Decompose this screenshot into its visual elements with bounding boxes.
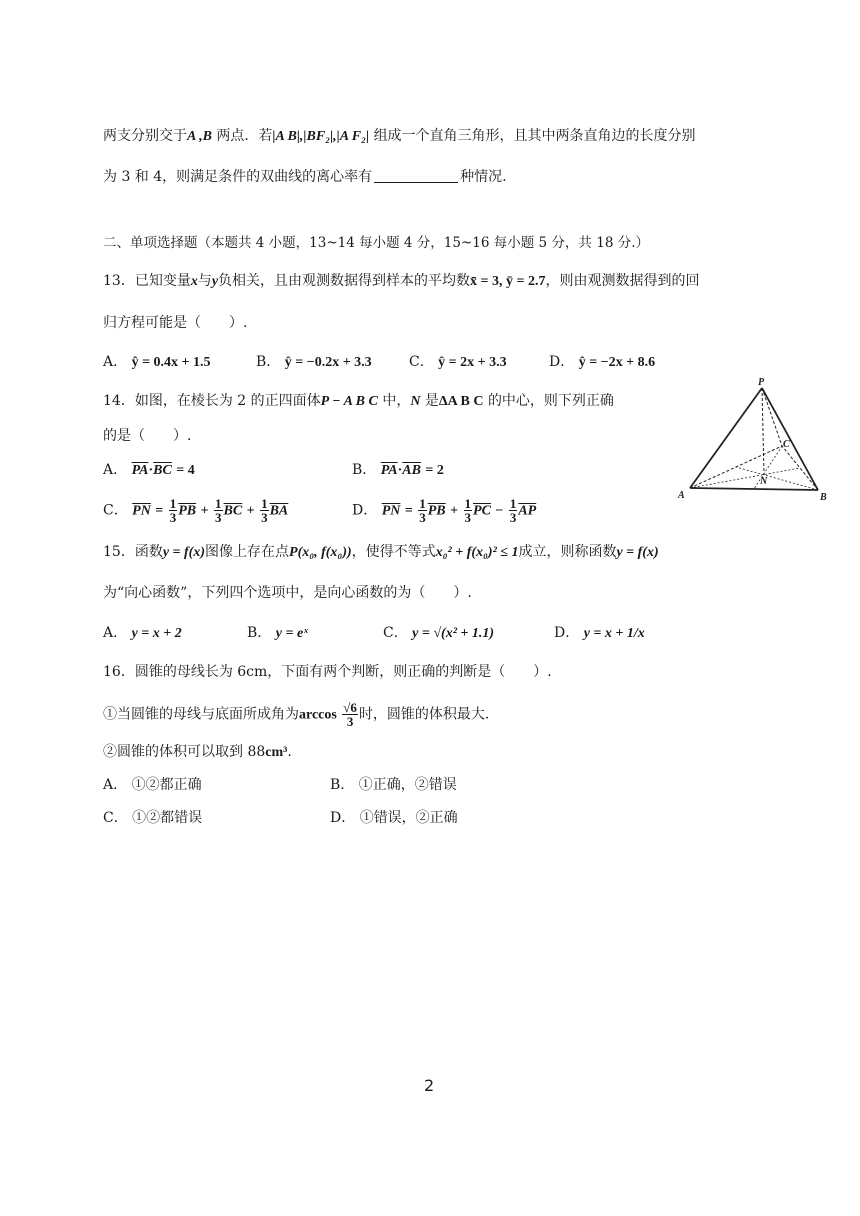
option-expr: ŷ = 2x + 3.3 — [438, 355, 507, 370]
q13-text-d: ，则由观测数据得到的回 — [545, 273, 700, 289]
point-n: N — [410, 394, 421, 409]
q12-text-b: 两点．若 — [216, 128, 273, 144]
vector-pa: $\overline{PA}$ — [131, 463, 149, 478]
q16-option-d[interactable] — [330, 808, 458, 828]
option-expr: ŷ = −0.2x + 3.3 — [284, 355, 372, 370]
q12-abs-values: |A B|,|BF₂|,|A F₂| — [272, 129, 370, 144]
q12-line2 — [103, 167, 507, 187]
option-text: ①②都正确 — [131, 777, 202, 793]
fraction-num: √6 — [343, 700, 357, 715]
q14-text-d: 的中心，则下列正确 — [487, 393, 614, 409]
sample-means: x̄ = 3, ȳ = 2.7 — [470, 274, 546, 289]
answer-blank[interactable] — [374, 168, 458, 183]
option-rhs: = 4 — [176, 463, 195, 478]
label-a: A — [678, 490, 685, 501]
j1-text-b: 时，圆锥的体积最大. — [358, 706, 490, 723]
option-text: ①错误，②正确 — [359, 810, 458, 826]
q16-option-c[interactable] — [103, 808, 202, 828]
option-rhs: = 2 — [425, 463, 444, 478]
option-label: A． — [103, 777, 128, 793]
q13-text-b: 与 — [197, 273, 212, 289]
vector-pa: $\overline{PA}$ — [380, 463, 398, 478]
q13-option-d[interactable] — [549, 352, 655, 373]
q14-option-c[interactable]: C． $\overline{PN}$ = $\frac{1}{3}$ $\overline{PB}$ + $\frac{1}{3}$ $\overline{BC}$ + $\frac{1}{3}$ $\overline{BA}$ — [103, 496, 289, 525]
option-expr: ŷ = −2x + 8.6 — [578, 355, 656, 370]
q15-option-a[interactable] — [103, 623, 182, 644]
q14-stem-line2: 的是（ ）. — [103, 428, 192, 444]
q16-judgement-1 — [103, 701, 489, 728]
q13-stem-line2: 归方程可能是（ ）. — [103, 315, 248, 331]
option-label: A． — [103, 462, 128, 478]
q16-option-b[interactable] — [330, 775, 457, 795]
option-label: A． — [103, 625, 128, 641]
q13-option-a[interactable] — [103, 352, 211, 373]
option-label: C． — [383, 625, 408, 641]
segment-pn — [762, 388, 764, 475]
var-y: y — [211, 274, 219, 289]
q15-text-c: ，使得不等式 — [351, 544, 436, 560]
label-b: B — [820, 492, 827, 503]
option-label: D． — [330, 810, 356, 826]
j2-text-b: . — [287, 744, 292, 760]
q13-option-c[interactable] — [409, 352, 507, 373]
q13-option-b[interactable] — [256, 352, 372, 373]
q12-text-d: 为 3 和 4，则满足条件的双曲线的离心率有 — [103, 169, 373, 185]
tetrahedron-figure — [672, 374, 832, 506]
option-label: A． — [103, 354, 128, 370]
q14-stem-line1 — [103, 391, 614, 412]
q15-option-b[interactable] — [247, 623, 308, 644]
q15-stem-line1 — [103, 542, 659, 563]
q14-option-b[interactable]: B． $\overline{PA}\cdot\overline{AB} = 2$ — [352, 462, 444, 478]
q15-stem-line2: 为“向心函数”，下列四个选项中，是向心函数的为（ ）. — [103, 585, 472, 601]
option-label: B． — [247, 625, 272, 641]
q15-option-c[interactable] — [383, 623, 494, 644]
j1-text-a: ①当圆锥的母线与底面所成角为 — [103, 706, 299, 723]
q12-points: A ,B — [187, 129, 212, 144]
option-label: D． — [554, 625, 580, 641]
vector-bc: $\overline{BC}$ — [153, 463, 172, 478]
vector-ab: $\overline{AB}$ — [402, 463, 421, 478]
fraction-sqrt6-3 — [342, 701, 358, 728]
option-label: C． — [103, 502, 128, 519]
j2-text-a: ②圆锥的体积可以取到 88 — [103, 744, 266, 760]
arccos-expr: arccos — [299, 707, 337, 723]
function-def-2: y = f(x) — [616, 545, 659, 560]
q13-stem-line1 — [103, 271, 700, 292]
q14-text-b: 中， — [382, 393, 411, 409]
q15-text-d: 成立，则称函数 — [518, 544, 617, 560]
q14-option-d[interactable]: D． $\overline{PN}$ = $\frac{1}{3}$ $\overline{PB}$ + $\frac{1}{3}$ $\overline{PC}$ − $\frac{1}{3}$ $\overline{AP}$ — [352, 496, 537, 525]
tetrahedron-name: P − A B C — [320, 394, 378, 409]
option-label: D． — [352, 502, 378, 519]
q13-text-a: 13．已知变量 — [103, 273, 191, 289]
option-expr: y = x + 2 — [131, 626, 182, 641]
median-b — [736, 467, 818, 490]
point-p: P(x₀, f(x₀)) — [289, 545, 352, 560]
edge-pc — [762, 388, 782, 446]
option-expr: y = eˣ — [275, 626, 308, 641]
q12-text-e: 种情况. — [460, 169, 507, 185]
q14-text-a: 14．如图，在棱长为 2 的正四面体 — [103, 393, 321, 409]
label-c: C — [783, 439, 790, 450]
q15-text-a: 15．函数 — [103, 544, 163, 560]
function-def: y = f(x) — [162, 545, 206, 560]
unit-cm3: cm³ — [265, 745, 288, 760]
q15-text-b: 图像上存在点 — [205, 544, 290, 560]
label-n: N — [760, 476, 768, 487]
q16-stem: 16．圆锥的母线长为 6cm，下面有两个判断，则正确的判断是（ ）. — [103, 664, 552, 680]
q15-option-d[interactable] — [554, 623, 645, 644]
option-label: B． — [352, 462, 377, 478]
fraction-den: 3 — [346, 714, 354, 729]
q16-judgement-2 — [103, 742, 292, 763]
option-label: C． — [103, 810, 128, 826]
inequality: x₀² + f(x₀)² ≤ 1 — [435, 545, 519, 560]
option-label: D． — [549, 354, 575, 370]
option-expr: y = √(x² + 1.1) — [412, 626, 495, 641]
q16-option-a[interactable] — [103, 775, 202, 795]
median-a — [690, 468, 800, 488]
q13-text-c: 负相关，且由观测数据得到样本的平均数 — [218, 273, 471, 289]
option-expr: y = x + 1/x — [583, 626, 645, 641]
option-text: ①②都错误 — [132, 810, 203, 826]
label-p: P — [758, 377, 765, 388]
option-text: ①正确，②错误 — [358, 777, 457, 793]
q12-line1 — [103, 126, 696, 147]
q12-text-c: 组成一个直角三角形，且其中两条直角边的长度分别 — [373, 128, 696, 144]
var-x: x — [190, 274, 198, 289]
option-label: B． — [256, 354, 281, 370]
option-label: C． — [409, 354, 434, 370]
option-expr: ŷ = 0.4x + 1.5 — [131, 355, 211, 370]
section-title: 二、单项选择题（本题共 4 小题，13~14 每小题 4 分，15~16 每小题 5 分，共 18 分.） — [103, 235, 649, 251]
page-number: 2 — [424, 1076, 435, 1095]
option-label: B． — [330, 777, 355, 793]
q12-text-a: 两支分别交于 — [103, 128, 187, 144]
edge-pa — [690, 388, 762, 488]
triangle-name: ΔA B C — [438, 394, 484, 409]
q14-text-c: 是 — [424, 393, 439, 409]
q14-option-a[interactable]: A． $\overline{PA}\cdot\overline{BC} = 4$ — [103, 462, 195, 478]
edge-pb — [762, 388, 818, 490]
